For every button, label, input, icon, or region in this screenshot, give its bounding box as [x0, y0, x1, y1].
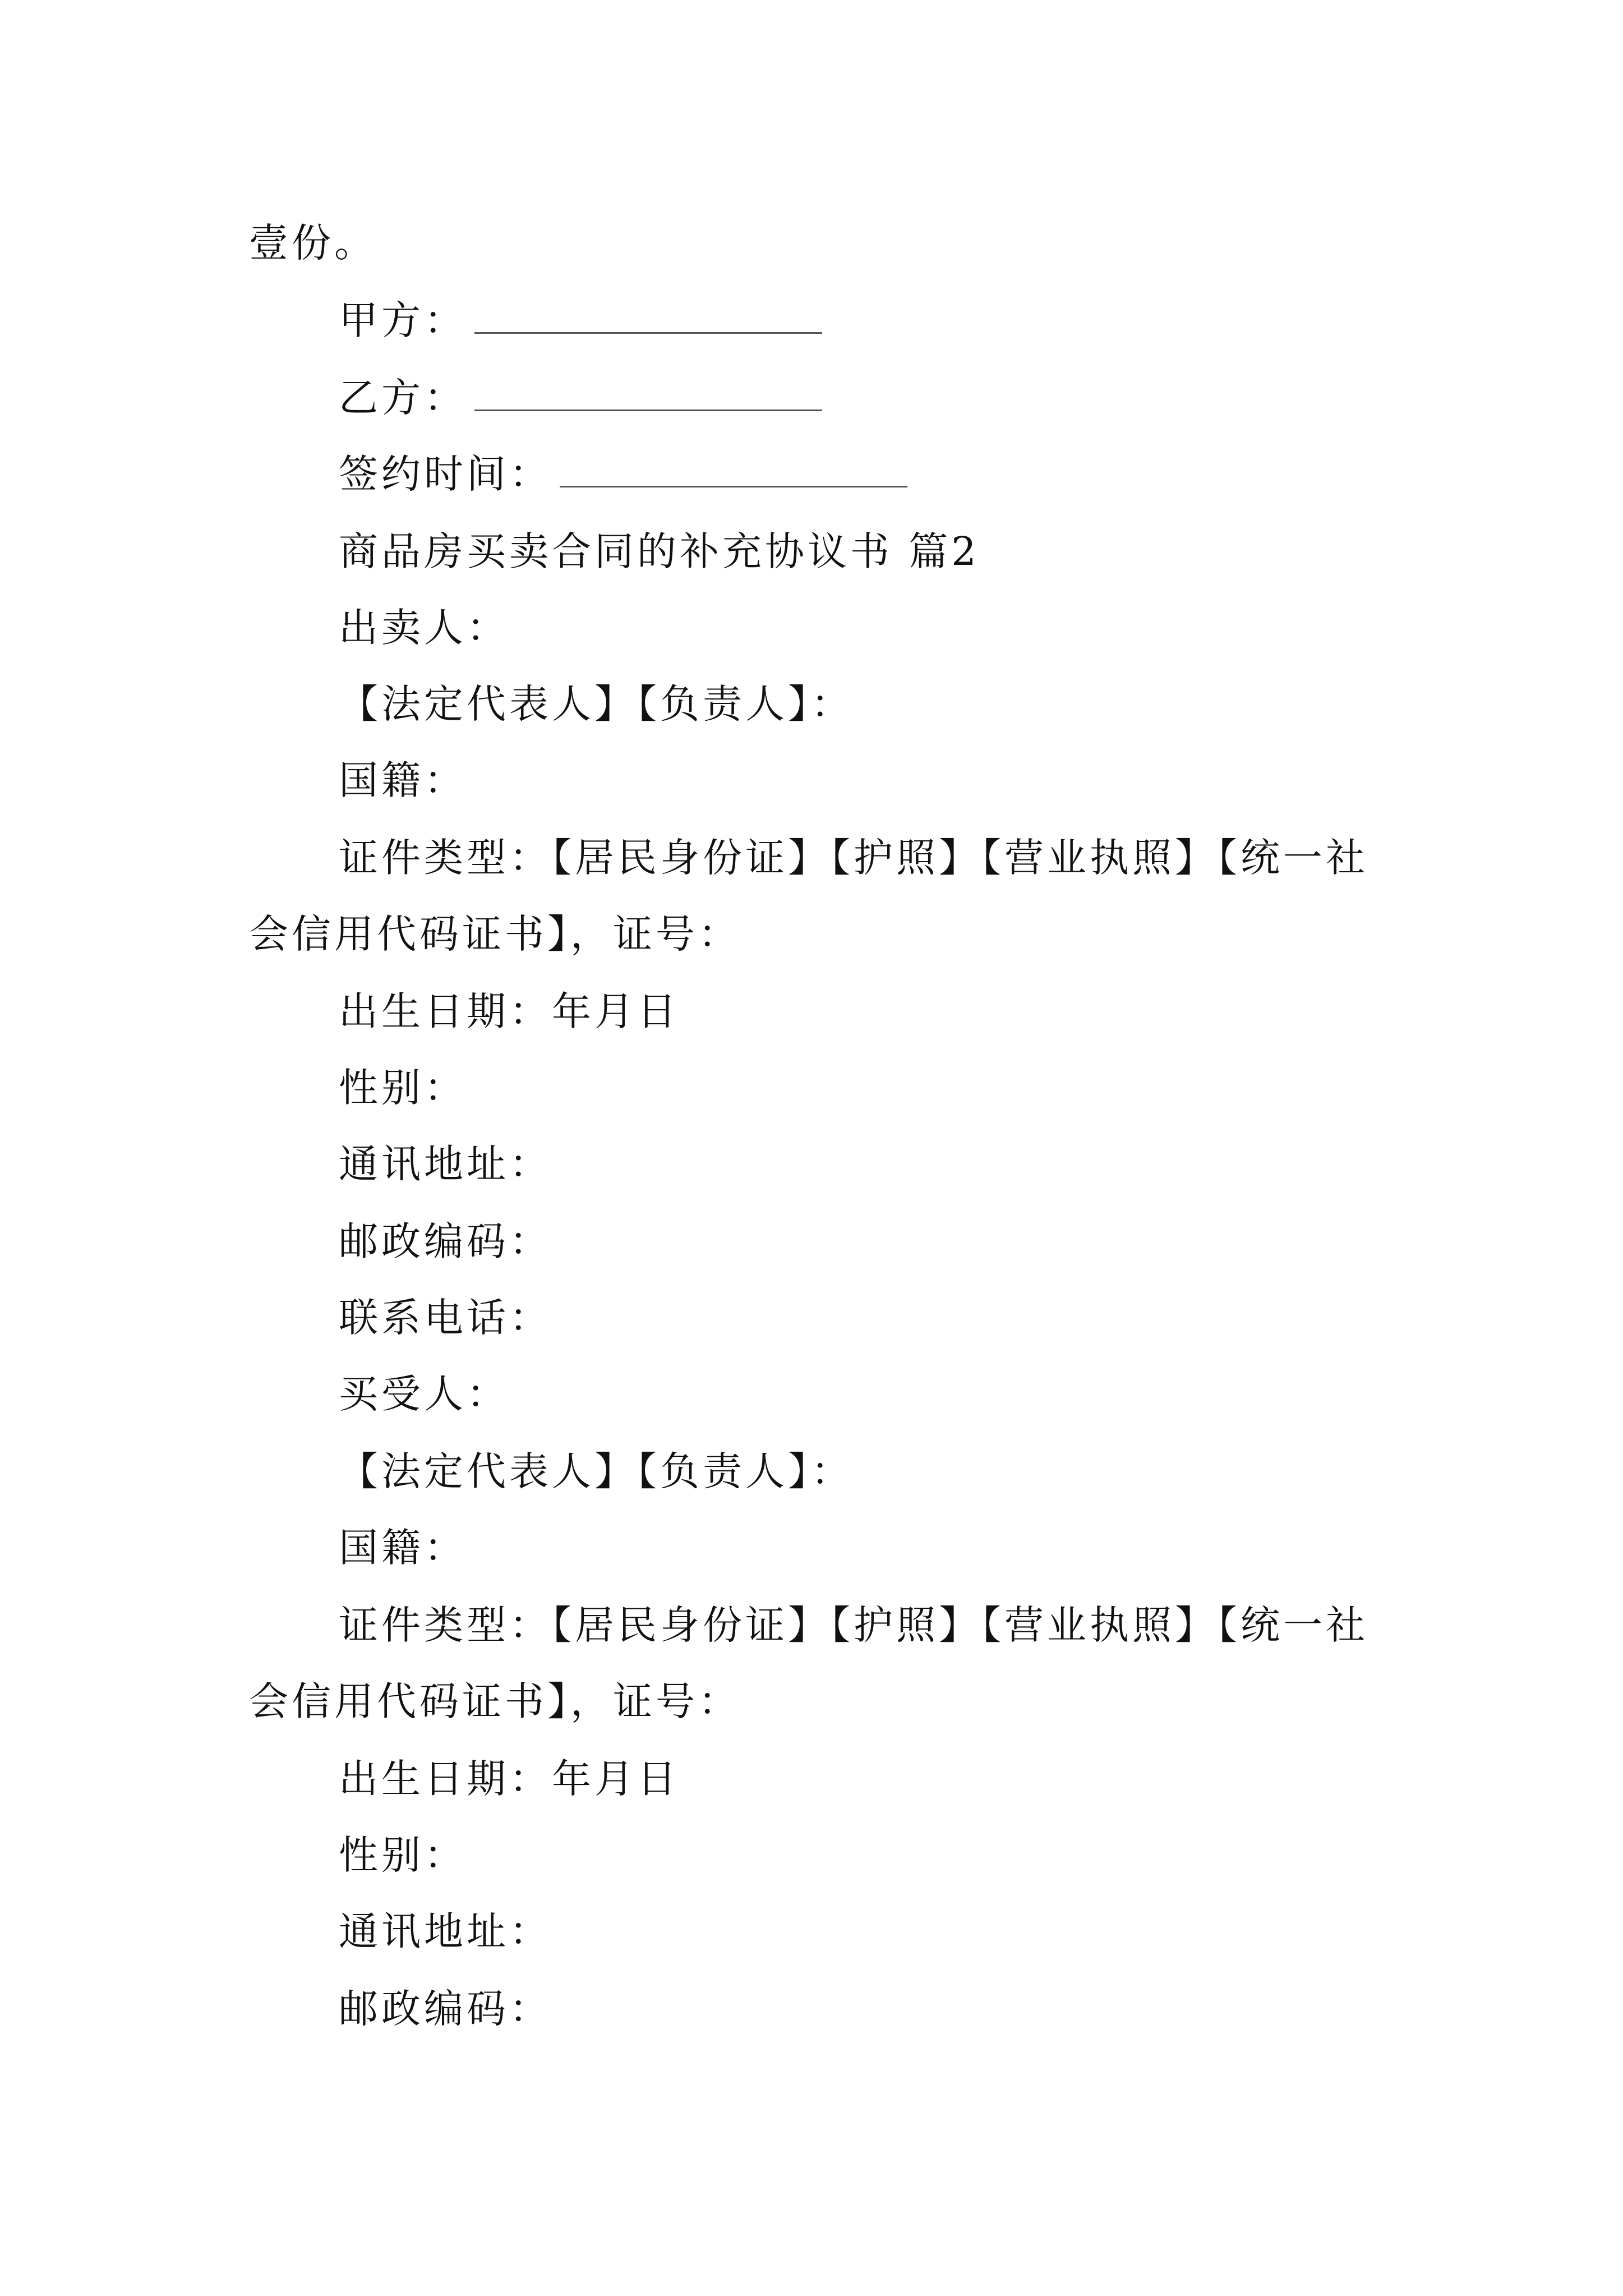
section-heading: 商品房买卖合同的补充协议书 篇2 — [339, 528, 980, 574]
text-line: 【法定代表人】【负责人】： — [339, 681, 854, 727]
party-a-label: 甲方： — [339, 297, 467, 343]
text-line: 出生日期：年月日 — [339, 1756, 680, 1802]
text-line: 出生日期：年月日 — [339, 988, 680, 1034]
text-line: 证件类型：【居民身份证】【护照】【营业执照】【统一社 — [339, 835, 1368, 881]
buyer-label: 买受人： — [339, 1371, 509, 1417]
party-a-blank — [474, 300, 822, 334]
text-line: 邮政编码： — [339, 1218, 552, 1264]
text-line: 性别： — [339, 1065, 467, 1111]
text-line: 【法定代表人】【负责人】： — [339, 1448, 854, 1494]
party-b-blank — [474, 377, 822, 411]
text-line: 邮政编码： — [339, 1986, 552, 2032]
party-a-line — [339, 295, 822, 346]
text-line: 会信用代码证书】，证号： — [249, 911, 741, 957]
text-line: 通讯地址： — [339, 1908, 552, 1954]
seller-label: 出卖人： — [339, 605, 509, 651]
text-line: 联系电话： — [339, 1295, 552, 1341]
text-line: 壹份。 — [249, 220, 377, 266]
text-line: 国籍： — [339, 757, 467, 803]
text-line: 通讯地址： — [339, 1141, 552, 1187]
sign-date-blank — [560, 453, 907, 487]
sign-date-line — [339, 449, 907, 499]
sign-date-label: 签约时间： — [339, 451, 552, 497]
text-line: 证件类型：【居民身份证】【护照】【营业执照】【统一社 — [339, 1602, 1368, 1648]
text-line: 会信用代码证书】，证号： — [249, 1678, 741, 1724]
party-b-line — [339, 372, 822, 423]
party-b-label: 乙方： — [339, 375, 467, 421]
text-line: 国籍： — [339, 1525, 467, 1571]
text-line: 性别： — [339, 1832, 467, 1878]
